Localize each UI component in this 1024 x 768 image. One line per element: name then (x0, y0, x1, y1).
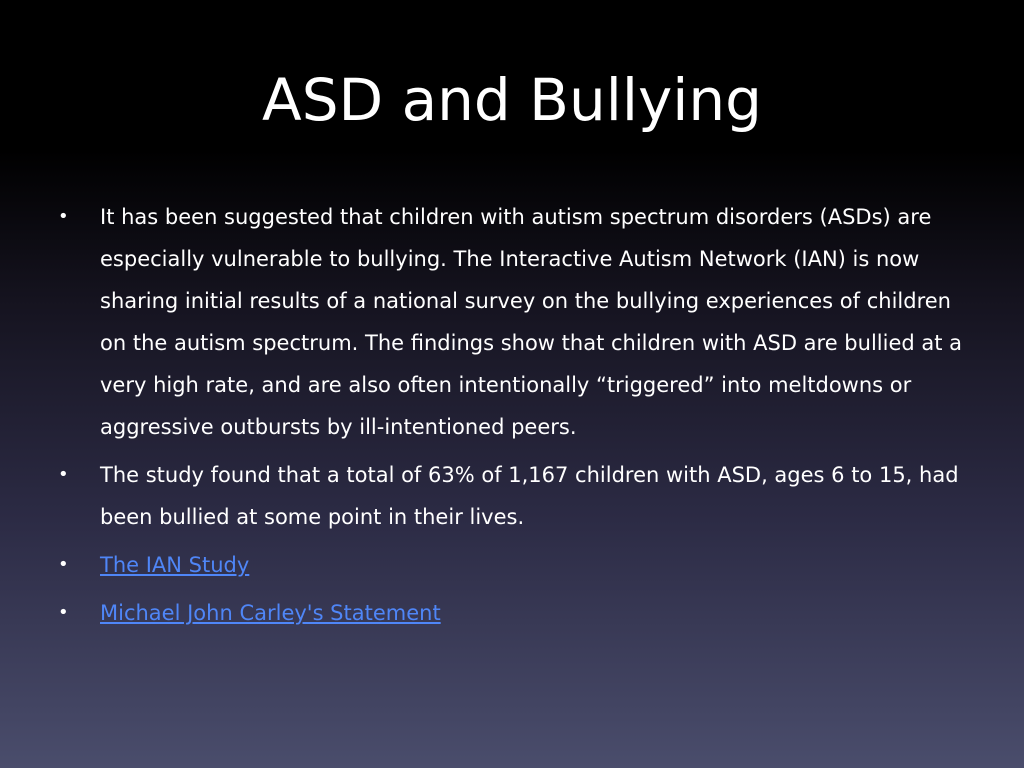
bullet-item-statistic (58, 454, 970, 538)
bullet-icon: • (58, 464, 69, 485)
bullet-list (58, 196, 970, 640)
bullet-icon: • (58, 554, 69, 575)
carley-statement-link[interactable]: Michael John Carley's Statement (100, 601, 441, 625)
bullet-text: It has been suggested that children with autism spectrum disorders (ASDs) are especially vulnerable to bullying. The Interactive Autism Network (IAN) is now sharing initial results of a national survey on the bullying experiences of children on the autism spectrum. The findings show that children with ASD are bullied at a very high rate, and are also often intentionally “triggered” into meltdowns or aggressive outbursts by ill-intentioned peers. (100, 205, 963, 439)
bullet-icon: • (58, 206, 69, 227)
slide-title: ASD and Bullying (262, 66, 762, 134)
bullet-item-intro (58, 196, 970, 448)
bullet-text: The study found that a total of 63% of 1,167 children with ASD, ages 6 to 15, had been bullied at some point in their lives. (100, 463, 959, 529)
bullet-item-carley-statement (58, 592, 970, 634)
ian-study-link[interactable]: The IAN Study (100, 553, 250, 577)
bullet-icon: • (58, 602, 69, 623)
bullet-item-ian-study (58, 544, 970, 586)
